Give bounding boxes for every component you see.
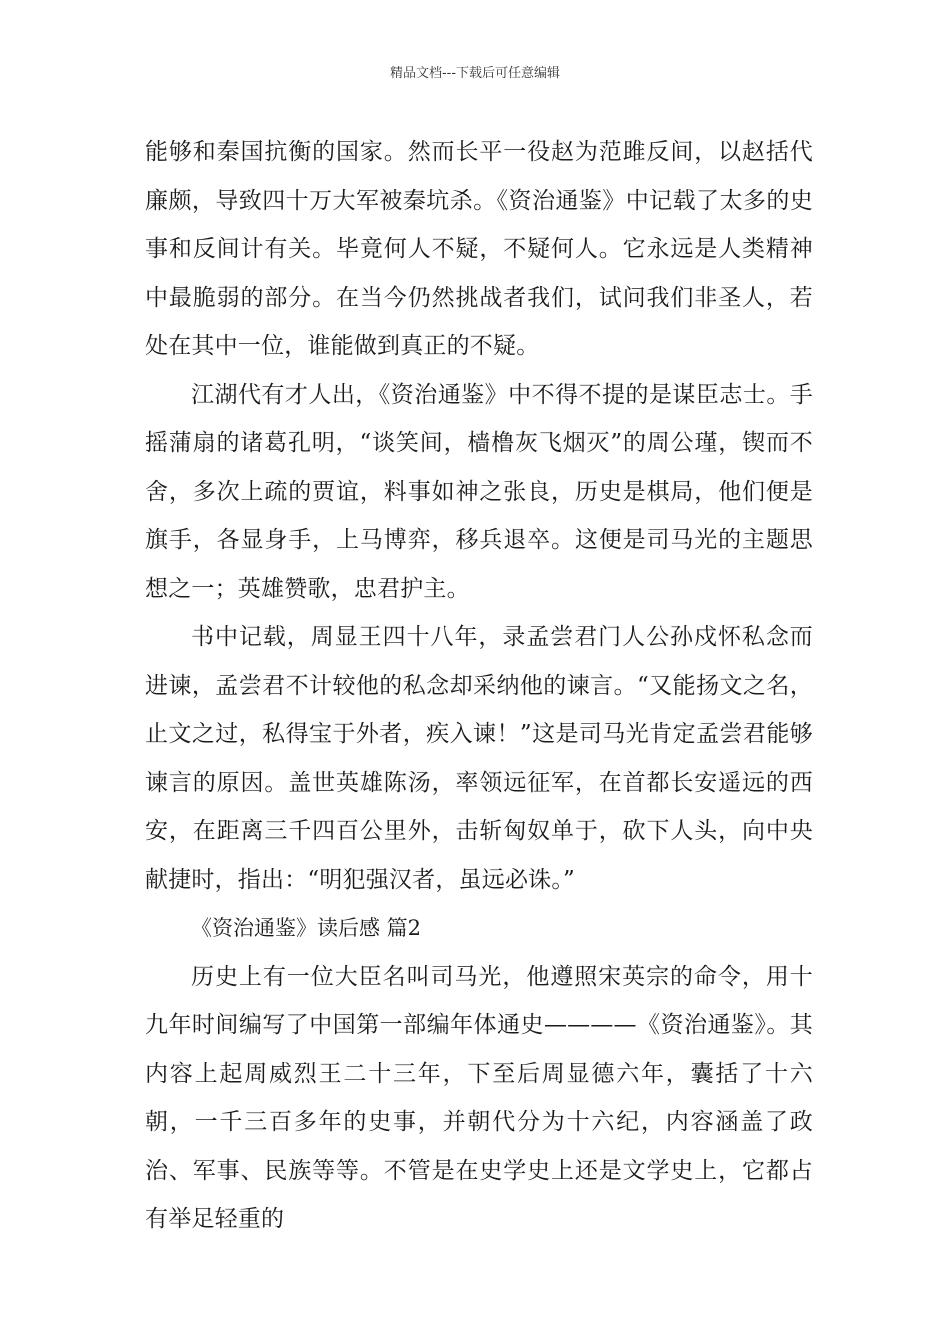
paragraph-continuation: 能够和秦国抗衡的国家。然而长平一役赵为范雎反间，以赵括代廉颇，导致四十万大军被秦坑杀。《资治通鉴》中记载了太多的史事和反间计有关。毕竟何人不疑，不疑何人。它永远是人类精神中最脆弱的部分。在当今仍然挑战者我们，试问我们非圣人，若处在其中一位，谁能做到真正的不疑。	[145, 139, 813, 359]
document-body	[145, 128, 813, 1244]
paragraph: 历史上有一位大臣名叫司马光，他遵照宋英宗的命令，用十九年时间编写了中国第一部编年体通史————《资治通鉴》。其内容上起周威烈王二十三年，下至后周显德六年，囊括了十六朝，一千三百多年的史事，并朝代分为十六纪，内容涵盖了政治、军事、民族等等。不管是在史学史上还是文学史上，它都占有举足轻重的	[145, 963, 813, 1232]
page-header-watermark: 精品文档---下载后可任意编辑	[389, 66, 561, 81]
paragraph: 书中记载，周显王四十八年，录孟尝君门人公孙戍怀私念而进谏，孟尝君不计较他的私念却采纳他的谏言。“又能扬文之名，止文之过，私得宝于外者，疾入谏！”这是司马光肯定孟尝君能够谏言的原因。盖世英雄陈汤，率领远征军，在首都长安遥远的西安，在距离三千四百公里外，击斩匈奴单于，砍下人头，向中央献捷时，指出：“明犯强汉者，虽远必诛。”	[145, 624, 813, 893]
paragraph: 江湖代有才人出，《资治通鉴》中不得不提的是谋臣志士。手摇蒲扇的诸葛孔明，“谈笑间，樯橹灰飞烟灭”的周公瑾，锲而不舍，多次上疏的贾谊，料事如神之张良，历史是棋局，他们便是旗手，各显身手，上马博弈，移兵退卒。这便是司马光的主题思想之一；英雄赞歌，忠君护主。	[145, 381, 813, 602]
section-heading: 《资治通鉴》读后感 篇2	[191, 916, 422, 940]
